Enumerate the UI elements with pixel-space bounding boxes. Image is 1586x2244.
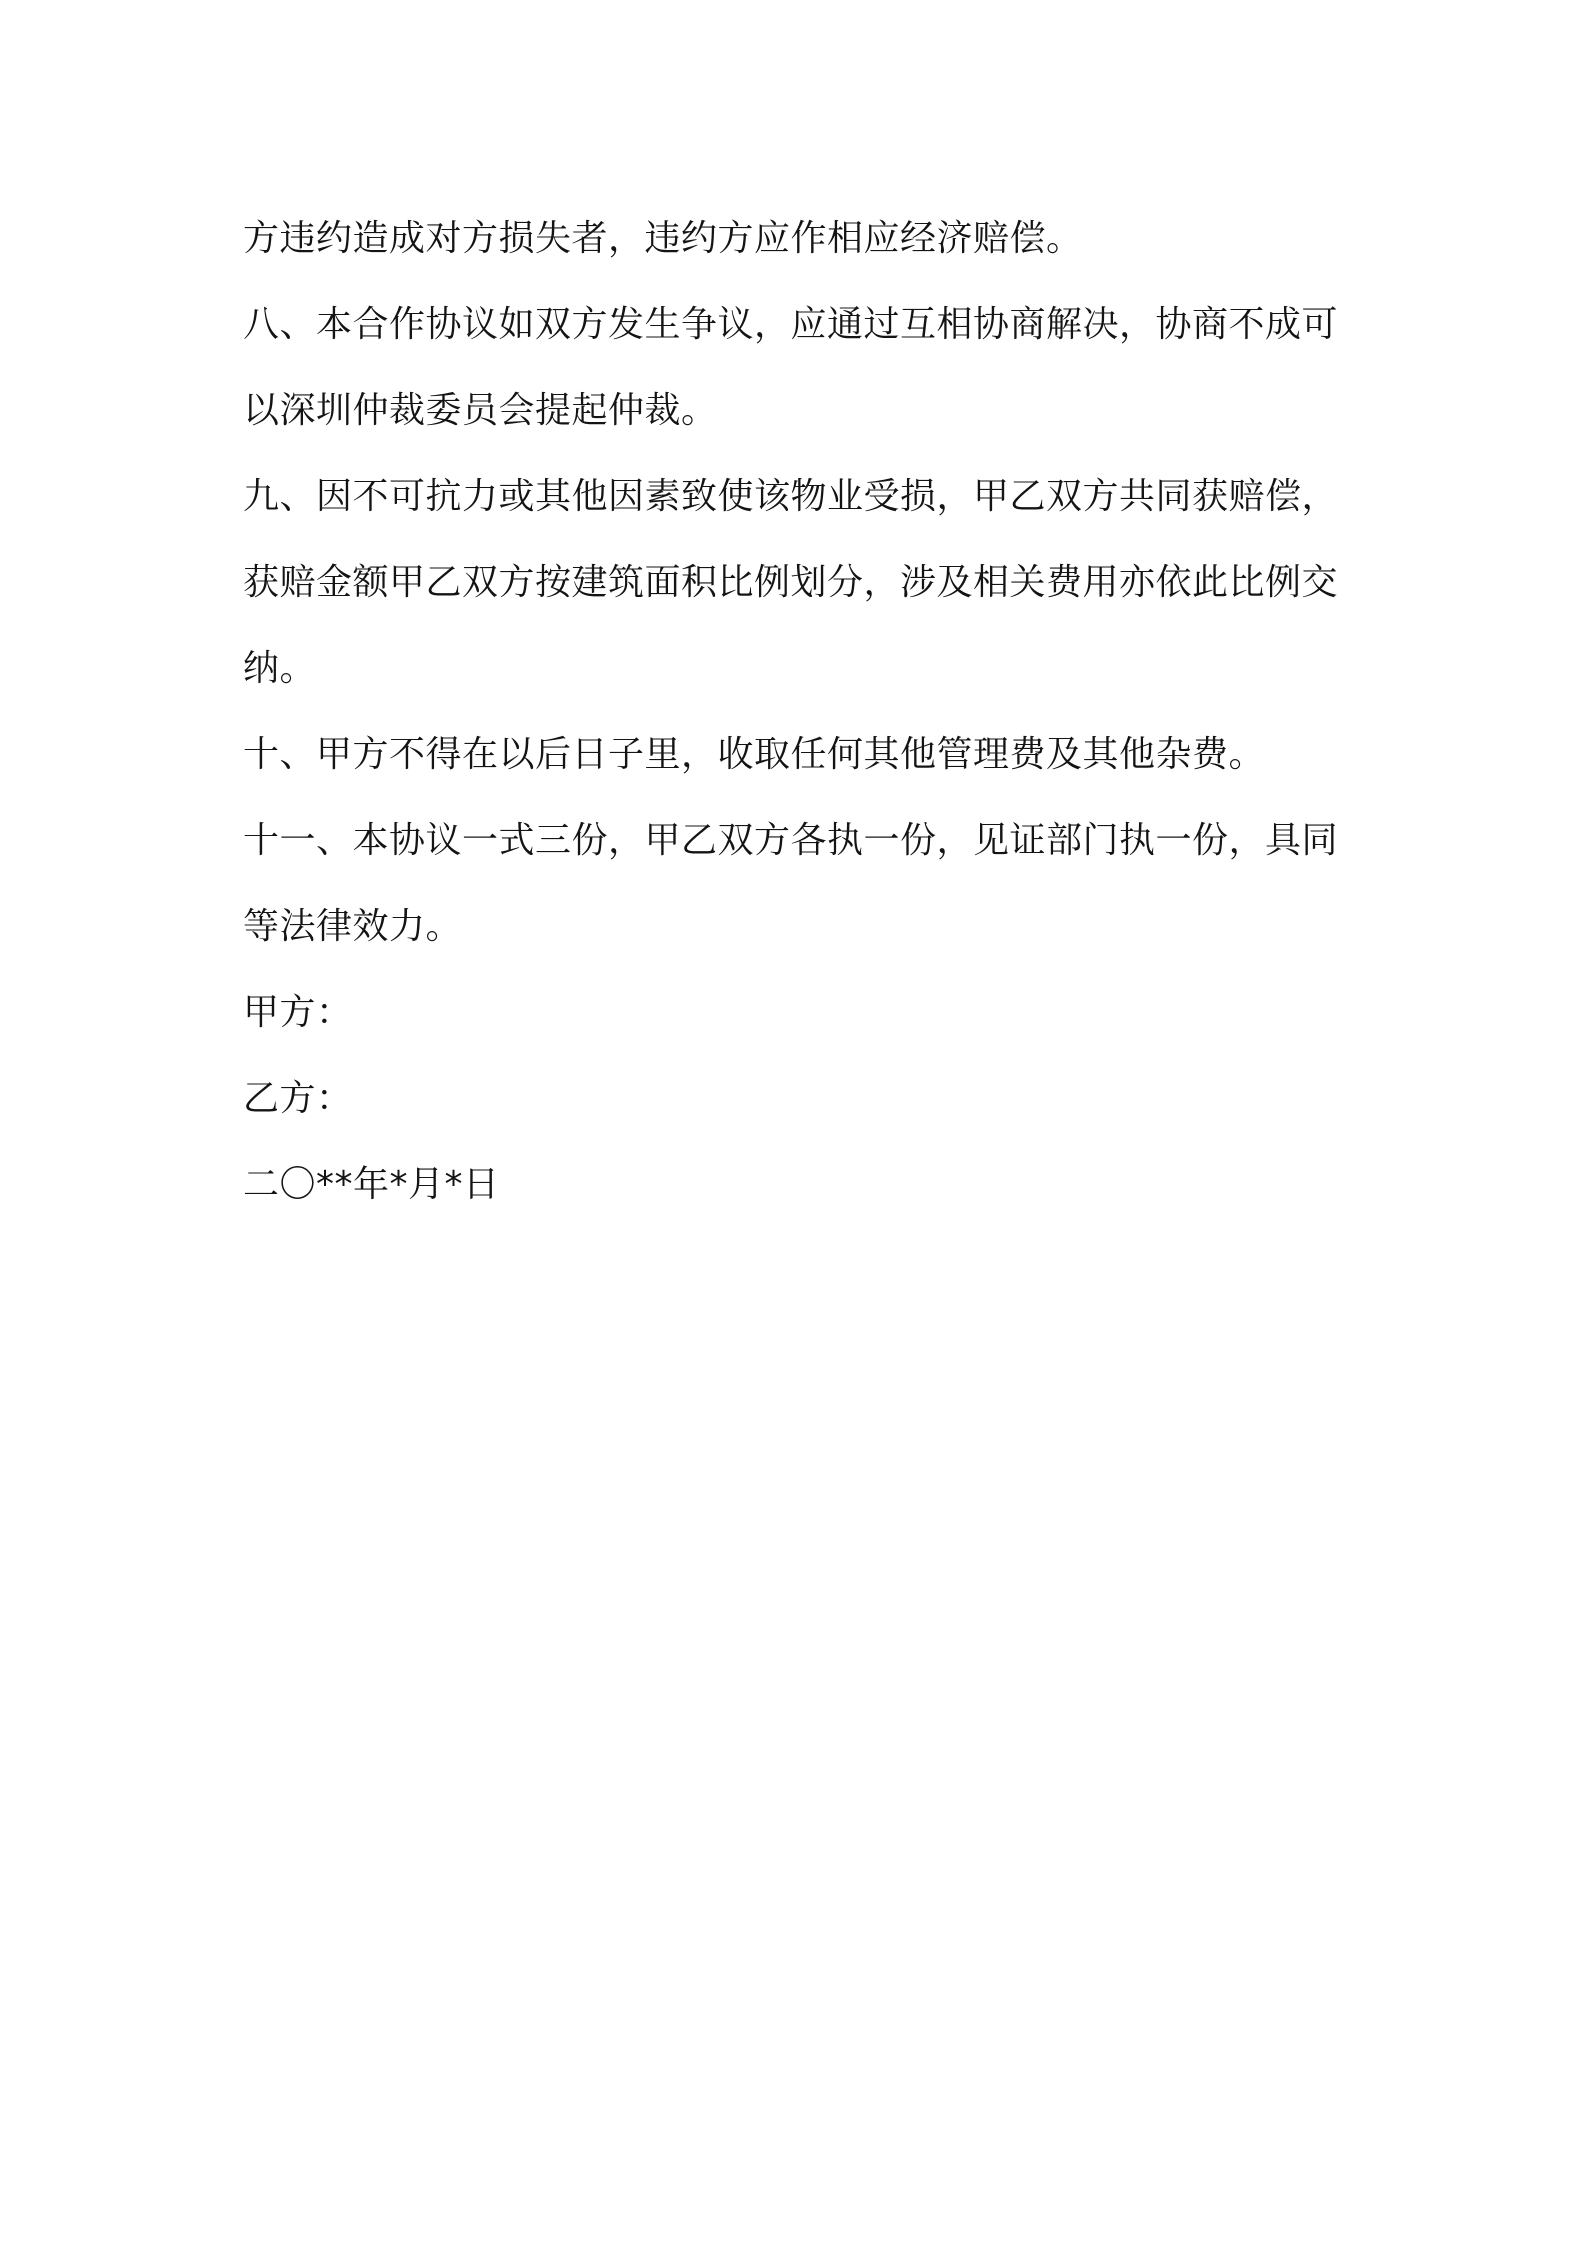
party-a-signature-label: 甲方： [243, 992, 353, 1033]
party-b-signature-label: 乙方： [243, 1078, 353, 1119]
clause-10: 十、甲方不得在以后日子里，收取任何其他管理费及其他杂费。 [243, 734, 1266, 775]
clause-11-line-1: 十一、本协议一式三份，甲乙双方各执一份，见证部门执一份，具同 [243, 820, 1339, 861]
document-body [243, 196, 1353, 1228]
clause-9-line-1: 九、因不可抗力或其他因素致使该物业受损，甲乙双方共同获赔偿， [243, 476, 1339, 517]
clause-8-line-2: 以深圳仲裁委员会提起仲裁。 [243, 390, 718, 431]
clause-11-line-2: 等法律效力。 [243, 906, 463, 947]
signing-date: 二〇**年*月*日 [243, 1164, 500, 1205]
clause-7-continuation: 方违约造成对方损失者，违约方应作相应经济赔偿。 [243, 218, 1083, 259]
clause-9-line-2: 获赔金额甲乙双方按建筑面积比例划分，涉及相关费用亦依此比例交 [243, 562, 1339, 603]
clause-9-line-3: 纳。 [243, 648, 317, 689]
clause-8-line-1: 八、本合作协议如双方发生争议，应通过互相协商解决，协商不成可 [243, 304, 1339, 345]
